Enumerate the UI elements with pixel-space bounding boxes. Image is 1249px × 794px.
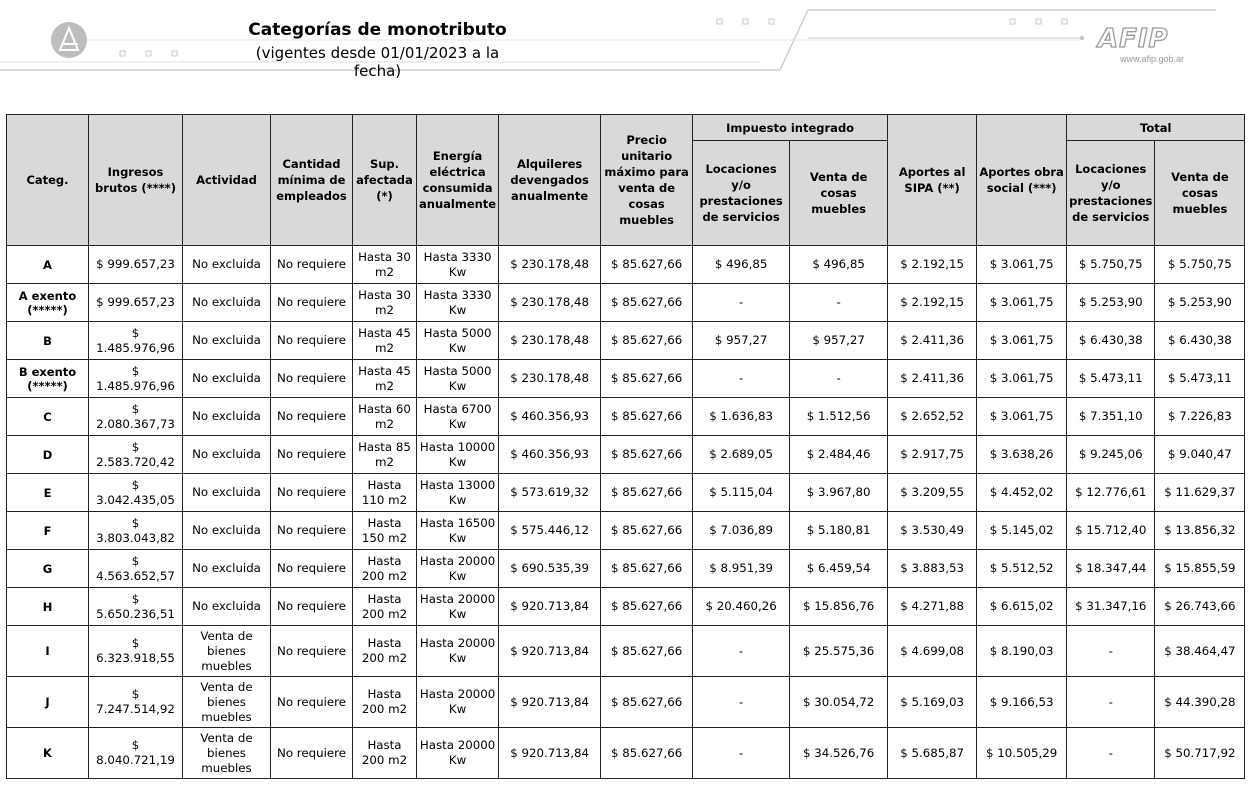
cell-tot-venta: $ 5.253,90: [1155, 284, 1245, 322]
cell-imp-venta: $ 30.054,72: [790, 677, 888, 728]
afip-site-url: www.afip.gob.ar: [1120, 54, 1185, 64]
group-header-total: Total: [1067, 115, 1245, 141]
page-header: [0, 0, 1249, 100]
table-row: [7, 588, 1245, 626]
cell-sipa: $ 3.530,49: [888, 512, 977, 550]
cell-categ: A exento (*****): [7, 284, 89, 322]
cell-precio: $ 85.627,66: [601, 474, 693, 512]
cell-ingresos: $ 2.583.720,42: [89, 436, 183, 474]
cell-imp-locaciones: -: [693, 728, 790, 779]
cell-tot-venta: $ 9.040,47: [1155, 436, 1245, 474]
cell-precio: $ 85.627,66: [601, 626, 693, 677]
cell-superficie: Hasta 110 m2: [353, 474, 417, 512]
cell-empleados: No requiere: [271, 728, 353, 779]
col-header-ingresos: Ingresos brutos (****): [89, 115, 183, 246]
cell-alquileres: $ 460.356,93: [499, 398, 601, 436]
cell-superficie: Hasta 45 m2: [353, 360, 417, 398]
cell-precio: $ 85.627,66: [601, 588, 693, 626]
cell-alquileres: $ 920.713,84: [499, 626, 601, 677]
cell-alquileres: $ 690.535,39: [499, 550, 601, 588]
cell-sipa: $ 5.169,03: [888, 677, 977, 728]
cell-empleados: No requiere: [271, 246, 353, 284]
cell-alquileres: $ 920.713,84: [499, 588, 601, 626]
cell-tot-locaciones: $ 15.712,40: [1067, 512, 1155, 550]
cell-imp-locaciones: -: [693, 284, 790, 322]
cell-categ: H: [7, 588, 89, 626]
col-header-empleados: Cantidad mínima de empleados: [271, 115, 353, 246]
cell-obra-social: $ 3.061,75: [977, 360, 1067, 398]
cell-sipa: $ 3.883,53: [888, 550, 977, 588]
cell-ingresos: $ 6.323.918,55: [89, 626, 183, 677]
cell-precio: $ 85.627,66: [601, 322, 693, 360]
col-header-precio: Precio unitario máximo para venta de cosas muebles: [601, 115, 693, 246]
cell-ingresos: $ 1.485.976,96: [89, 360, 183, 398]
cell-tot-locaciones: $ 6.430,38: [1067, 322, 1155, 360]
col-header-sipa: Aportes al SIPA (**): [888, 115, 977, 246]
cell-actividad: No excluida: [183, 284, 271, 322]
cell-tot-venta: $ 15.855,59: [1155, 550, 1245, 588]
monotributo-table-container: [6, 114, 1245, 779]
cell-actividad: No excluida: [183, 322, 271, 360]
cell-alquileres: $ 230.178,48: [499, 360, 601, 398]
table-row: [7, 284, 1245, 322]
cell-categ: B exento (*****): [7, 360, 89, 398]
cell-actividad: No excluida: [183, 360, 271, 398]
col-header-superficie: Sup. afectada (*): [353, 115, 417, 246]
cell-actividad: No excluida: [183, 550, 271, 588]
cell-precio: $ 85.627,66: [601, 550, 693, 588]
cell-ingresos: $ 3.042.435,05: [89, 474, 183, 512]
cell-empleados: No requiere: [271, 588, 353, 626]
cell-tot-venta: $ 13.856,32: [1155, 512, 1245, 550]
cell-ingresos: $ 999.657,23: [89, 284, 183, 322]
cell-tot-venta: $ 38.464,47: [1155, 626, 1245, 677]
cell-alquileres: $ 230.178,48: [499, 284, 601, 322]
cell-empleados: No requiere: [271, 436, 353, 474]
cell-tot-locaciones: $ 31.347,16: [1067, 588, 1155, 626]
cell-ingresos: $ 3.803.043,82: [89, 512, 183, 550]
cell-imp-venta: $ 6.459,54: [790, 550, 888, 588]
cell-alquileres: $ 230.178,48: [499, 322, 601, 360]
cell-alquileres: $ 920.713,84: [499, 728, 601, 779]
cell-categ: G: [7, 550, 89, 588]
cell-energia: Hasta 5000 Kw: [417, 360, 499, 398]
cell-superficie: Hasta 30 m2: [353, 246, 417, 284]
cell-tot-venta: $ 6.430,38: [1155, 322, 1245, 360]
cell-imp-locaciones: $ 2.689,05: [693, 436, 790, 474]
cell-categ: F: [7, 512, 89, 550]
col-header-categ: Categ.: [7, 115, 89, 246]
cell-obra-social: $ 3.061,75: [977, 398, 1067, 436]
cell-precio: $ 85.627,66: [601, 284, 693, 322]
cell-obra-social: $ 3.061,75: [977, 246, 1067, 284]
col-header-tot-venta: Venta de cosas muebles: [1155, 141, 1245, 246]
cell-tot-locaciones: -: [1067, 626, 1155, 677]
cell-energia: Hasta 3330 Kw: [417, 246, 499, 284]
cell-imp-locaciones: $ 957,27: [693, 322, 790, 360]
cell-obra-social: $ 8.190,03: [977, 626, 1067, 677]
cell-ingresos: $ 999.657,23: [89, 246, 183, 284]
page-subtitle: (vigentes desde 01/01/2023 a la fecha): [255, 44, 500, 80]
cell-sipa: $ 5.685,87: [888, 728, 977, 779]
table-row: [7, 626, 1245, 677]
cell-tot-locaciones: -: [1067, 677, 1155, 728]
cell-obra-social: $ 6.615,02: [977, 588, 1067, 626]
cell-energia: Hasta 13000 Kw: [417, 474, 499, 512]
cell-tot-locaciones: $ 7.351,10: [1067, 398, 1155, 436]
table-row: [7, 360, 1245, 398]
cell-empleados: No requiere: [271, 626, 353, 677]
cell-imp-venta: $ 34.526,76: [790, 728, 888, 779]
cell-precio: $ 85.627,66: [601, 360, 693, 398]
table-row: [7, 474, 1245, 512]
cell-precio: $ 85.627,66: [601, 436, 693, 474]
cell-actividad: No excluida: [183, 246, 271, 284]
cell-tot-locaciones: $ 12.776,61: [1067, 474, 1155, 512]
cell-precio: $ 85.627,66: [601, 728, 693, 779]
cell-actividad: Venta de bienes muebles: [183, 626, 271, 677]
cell-imp-venta: $ 957,27: [790, 322, 888, 360]
cell-tot-venta: $ 7.226,83: [1155, 398, 1245, 436]
cell-obra-social: $ 3.638,26: [977, 436, 1067, 474]
table-row: [7, 436, 1245, 474]
cell-categ: I: [7, 626, 89, 677]
cell-superficie: Hasta 60 m2: [353, 398, 417, 436]
cell-tot-locaciones: $ 9.245,06: [1067, 436, 1155, 474]
cell-alquileres: $ 575.446,12: [499, 512, 601, 550]
cell-empleados: No requiere: [271, 512, 353, 550]
cell-categ: E: [7, 474, 89, 512]
cell-energia: Hasta 20000 Kw: [417, 728, 499, 779]
cell-energia: Hasta 16500 Kw: [417, 512, 499, 550]
cell-actividad: Venta de bienes muebles: [183, 728, 271, 779]
cell-energia: Hasta 10000 Kw: [417, 436, 499, 474]
page-title: Categorías de monotributo: [248, 20, 507, 40]
header-decoration: [0, 0, 1249, 100]
cell-imp-venta: $ 1.512,56: [790, 398, 888, 436]
table-row: [7, 322, 1245, 360]
cell-imp-venta: -: [790, 284, 888, 322]
cell-obra-social: $ 5.145,02: [977, 512, 1067, 550]
col-header-obra-social: Aportes obra social (***): [977, 115, 1067, 246]
cell-superficie: Hasta 30 m2: [353, 284, 417, 322]
col-header-tot-locaciones: Locaciones y/o prestaciones de servicios: [1067, 141, 1155, 246]
cell-superficie: Hasta 45 m2: [353, 322, 417, 360]
cell-precio: $ 85.627,66: [601, 246, 693, 284]
table-body: [7, 246, 1245, 779]
cell-energia: Hasta 3330 Kw: [417, 284, 499, 322]
cell-alquileres: $ 460.356,93: [499, 436, 601, 474]
cell-energia: Hasta 20000 Kw: [417, 677, 499, 728]
afip-circle-logo-icon: [51, 22, 87, 58]
cell-actividad: No excluida: [183, 588, 271, 626]
cell-sipa: $ 2.192,15: [888, 246, 977, 284]
group-header-impuesto: Impuesto integrado: [693, 115, 888, 141]
cell-actividad: Venta de bienes muebles: [183, 677, 271, 728]
cell-energia: Hasta 20000 Kw: [417, 588, 499, 626]
cell-imp-venta: $ 496,85: [790, 246, 888, 284]
monotributo-table: [6, 114, 1245, 779]
cell-tot-locaciones: $ 5.750,75: [1067, 246, 1155, 284]
col-header-imp-venta: Venta de cosas muebles: [790, 141, 888, 246]
cell-superficie: Hasta 200 m2: [353, 550, 417, 588]
cell-imp-venta: $ 2.484,46: [790, 436, 888, 474]
cell-tot-venta: $ 11.629,37: [1155, 474, 1245, 512]
cell-ingresos: $ 5.650.236,51: [89, 588, 183, 626]
cell-ingresos: $ 1.485.976,96: [89, 322, 183, 360]
cell-categ: J: [7, 677, 89, 728]
table-row: [7, 246, 1245, 284]
cell-precio: $ 85.627,66: [601, 512, 693, 550]
cell-tot-venta: $ 26.743,66: [1155, 588, 1245, 626]
cell-obra-social: $ 5.512,52: [977, 550, 1067, 588]
cell-tot-locaciones: -: [1067, 728, 1155, 779]
cell-imp-venta: $ 25.575,36: [790, 626, 888, 677]
table-row: [7, 398, 1245, 436]
cell-ingresos: $ 2.080.367,73: [89, 398, 183, 436]
cell-sipa: $ 2.192,15: [888, 284, 977, 322]
col-header-actividad: Actividad: [183, 115, 271, 246]
cell-sipa: $ 3.209,55: [888, 474, 977, 512]
cell-tot-locaciones: $ 5.253,90: [1067, 284, 1155, 322]
cell-obra-social: $ 9.166,53: [977, 677, 1067, 728]
cell-ingresos: $ 8.040.721,19: [89, 728, 183, 779]
cell-categ: D: [7, 436, 89, 474]
cell-superficie: Hasta 200 m2: [353, 677, 417, 728]
cell-energia: Hasta 6700 Kw: [417, 398, 499, 436]
cell-empleados: No requiere: [271, 398, 353, 436]
cell-empleados: No requiere: [271, 360, 353, 398]
cell-empleados: No requiere: [271, 677, 353, 728]
cell-obra-social: $ 10.505,29: [977, 728, 1067, 779]
cell-alquileres: $ 230.178,48: [499, 246, 601, 284]
table-row: [7, 677, 1245, 728]
col-header-imp-locaciones: Locaciones y/o prestaciones de servicios: [693, 141, 790, 246]
cell-imp-locaciones: $ 1.636,83: [693, 398, 790, 436]
cell-energia: Hasta 20000 Kw: [417, 550, 499, 588]
col-header-alquileres: Alquileres devengados anualmente: [499, 115, 601, 246]
cell-sipa: $ 4.271,88: [888, 588, 977, 626]
table-row: [7, 728, 1245, 779]
cell-imp-locaciones: -: [693, 360, 790, 398]
cell-sipa: $ 2.411,36: [888, 322, 977, 360]
cell-obra-social: $ 4.452,02: [977, 474, 1067, 512]
cell-obra-social: $ 3.061,75: [977, 322, 1067, 360]
cell-empleados: No requiere: [271, 284, 353, 322]
cell-imp-locaciones: $ 20.460,26: [693, 588, 790, 626]
cell-obra-social: $ 3.061,75: [977, 284, 1067, 322]
cell-actividad: No excluida: [183, 512, 271, 550]
cell-alquileres: $ 573.619,32: [499, 474, 601, 512]
cell-tot-venta: $ 44.390,28: [1155, 677, 1245, 728]
cell-tot-venta: $ 5.750,75: [1155, 246, 1245, 284]
cell-imp-locaciones: $ 7.036,89: [693, 512, 790, 550]
cell-superficie: Hasta 85 m2: [353, 436, 417, 474]
cell-superficie: Hasta 200 m2: [353, 626, 417, 677]
cell-categ: K: [7, 728, 89, 779]
cell-imp-venta: $ 3.967,80: [790, 474, 888, 512]
cell-energia: Hasta 20000 Kw: [417, 626, 499, 677]
cell-empleados: No requiere: [271, 322, 353, 360]
cell-actividad: No excluida: [183, 398, 271, 436]
table-row: [7, 550, 1245, 588]
cell-sipa: $ 4.699,08: [888, 626, 977, 677]
cell-imp-locaciones: $ 5.115,04: [693, 474, 790, 512]
cell-precio: $ 85.627,66: [601, 398, 693, 436]
cell-sipa: $ 2.652,52: [888, 398, 977, 436]
cell-categ: B: [7, 322, 89, 360]
cell-ingresos: $ 4.563.652,57: [89, 550, 183, 588]
cell-sipa: $ 2.411,36: [888, 360, 977, 398]
cell-superficie: Hasta 150 m2: [353, 512, 417, 550]
cell-tot-locaciones: $ 5.473,11: [1067, 360, 1155, 398]
cell-imp-venta: $ 5.180,81: [790, 512, 888, 550]
cell-energia: Hasta 5000 Kw: [417, 322, 499, 360]
afip-brand-logo: AFIP: [1098, 24, 1169, 54]
cell-imp-venta: -: [790, 360, 888, 398]
cell-tot-venta: $ 50.717,92: [1155, 728, 1245, 779]
cell-tot-venta: $ 5.473,11: [1155, 360, 1245, 398]
table-group-header-row: [7, 115, 1245, 141]
cell-imp-locaciones: $ 8.951,39: [693, 550, 790, 588]
cell-sipa: $ 2.917,75: [888, 436, 977, 474]
cell-imp-locaciones: -: [693, 677, 790, 728]
col-header-energia: Energía eléctrica consumida anualmente: [417, 115, 499, 246]
cell-actividad: No excluida: [183, 436, 271, 474]
cell-imp-locaciones: -: [693, 626, 790, 677]
cell-categ: A: [7, 246, 89, 284]
cell-actividad: No excluida: [183, 474, 271, 512]
cell-categ: C: [7, 398, 89, 436]
cell-precio: $ 85.627,66: [601, 677, 693, 728]
cell-imp-venta: $ 15.856,76: [790, 588, 888, 626]
cell-tot-locaciones: $ 18.347,44: [1067, 550, 1155, 588]
table-row: [7, 512, 1245, 550]
cell-alquileres: $ 920.713,84: [499, 677, 601, 728]
cell-superficie: Hasta 200 m2: [353, 588, 417, 626]
cell-empleados: No requiere: [271, 474, 353, 512]
cell-imp-locaciones: $ 496,85: [693, 246, 790, 284]
cell-superficie: Hasta 200 m2: [353, 728, 417, 779]
cell-empleados: No requiere: [271, 550, 353, 588]
cell-ingresos: $ 7.247.514,92: [89, 677, 183, 728]
